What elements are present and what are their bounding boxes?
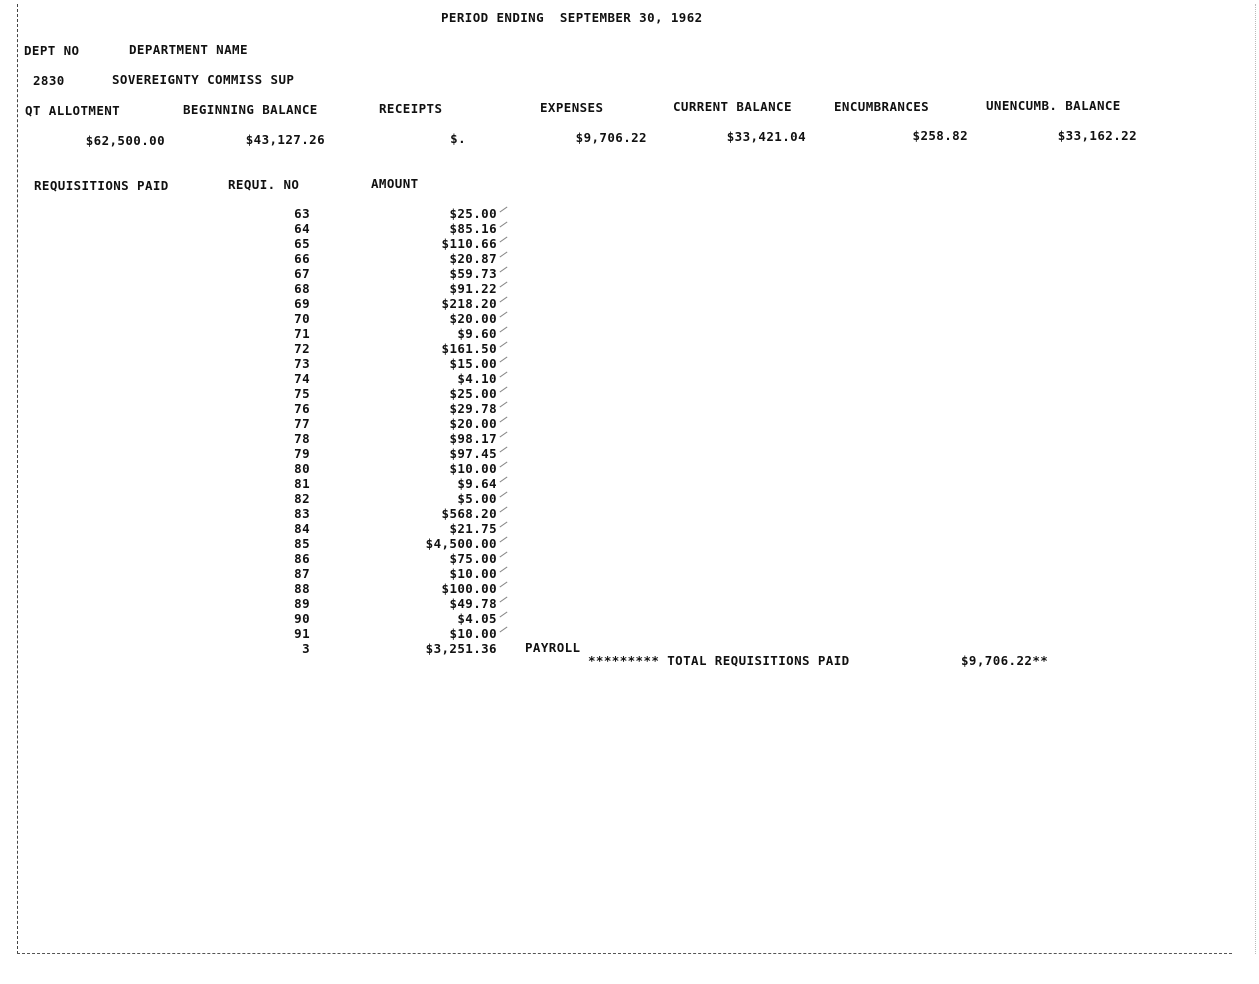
requisition-amount: $20.00 <box>449 311 497 326</box>
check-tick-mark <box>500 207 508 213</box>
check-tick-mark <box>500 537 508 543</box>
requisition-amount: $5.00 <box>457 491 497 506</box>
requisition-amount: $98.17 <box>449 431 497 446</box>
requisition-amount: $218.20 <box>441 296 497 311</box>
total-requisitions-label: ********* TOTAL REQUISITIONS PAID <box>588 653 850 668</box>
requisition-amount: $161.50 <box>441 341 497 356</box>
dept-no-label: DEPT NO <box>24 43 80 58</box>
value-allotment: $62,500.00 <box>85 133 165 148</box>
check-tick-mark <box>500 552 508 558</box>
requisition-number: 67 <box>294 266 310 281</box>
requisition-number: 72 <box>294 341 310 356</box>
requisition-number: 69 <box>294 296 310 311</box>
requisition-amount: $21.75 <box>449 521 497 536</box>
requisition-number: 83 <box>294 506 310 521</box>
requisition-amount: $20.87 <box>449 251 497 266</box>
requisition-amount: $15.00 <box>449 356 497 371</box>
value-receipts: $. <box>450 131 466 146</box>
check-tick-mark <box>500 237 508 243</box>
check-tick-mark <box>500 327 508 333</box>
requisition-number: 87 <box>294 566 310 581</box>
check-tick-mark <box>500 252 508 258</box>
header-current-balance: CURRENT BALANCE <box>673 99 792 114</box>
requisition-number: 80 <box>294 461 310 476</box>
value-expenses: $9,706.22 <box>575 130 647 145</box>
period-title: PERIOD ENDING SEPTEMBER 30, 1962 <box>441 10 703 25</box>
check-tick-mark <box>500 582 508 588</box>
requisition-number: 89 <box>294 596 310 611</box>
right-margin-rule <box>1255 4 1256 954</box>
check-tick-mark <box>500 432 508 438</box>
requisition-amount: $91.22 <box>449 281 497 296</box>
check-tick-mark <box>500 282 508 288</box>
requisition-amount: $4.05 <box>457 611 497 626</box>
header-allotment: QT ALLOTMENT <box>25 103 121 118</box>
requisition-amount: $9.64 <box>457 476 497 491</box>
header-receipts: RECEIPTS <box>379 101 443 116</box>
requisition-number: 81 <box>294 476 310 491</box>
requisition-amount: $568.20 <box>441 506 497 521</box>
requisition-number: 70 <box>294 311 310 326</box>
requisition-number: 77 <box>294 416 310 431</box>
requisition-amount: $25.00 <box>449 386 497 401</box>
header-unencumbered-balance: UNENCUMB. BALANCE <box>986 98 1121 113</box>
check-tick-mark <box>500 627 508 633</box>
requisition-amount: $10.00 <box>449 461 497 476</box>
requisition-amount: $3,251.36 <box>425 641 497 656</box>
check-tick-mark <box>500 312 508 318</box>
requisition-amount: $10.00 <box>449 626 497 641</box>
requisition-amount: $85.16 <box>449 221 497 236</box>
requisition-amount: $97.45 <box>449 446 497 461</box>
requisition-number: 84 <box>294 521 310 536</box>
requisition-amount: $110.66 <box>441 236 497 251</box>
dept-name-value: SOVEREIGNTY COMMISS SUP <box>112 72 295 87</box>
requisition-amount: $10.00 <box>449 566 497 581</box>
requisition-amount: $29.78 <box>449 401 497 416</box>
requisition-number: 82 <box>294 491 310 506</box>
header-encumbrances: ENCUMBRANCES <box>834 99 930 114</box>
requisition-number: 73 <box>294 356 310 371</box>
requisition-number: 3 <box>302 641 310 656</box>
requisition-number: 66 <box>294 251 310 266</box>
bottom-rule <box>17 953 1232 954</box>
dept-name-label: DEPARTMENT NAME <box>129 42 248 57</box>
requisition-number: 79 <box>294 446 310 461</box>
value-current-balance: $33,421.04 <box>726 129 806 144</box>
value-beginning-balance: $43,127.26 <box>245 132 325 147</box>
check-tick-mark <box>500 342 508 348</box>
check-tick-mark <box>500 372 508 378</box>
requisition-amount: $4,500.00 <box>425 536 497 551</box>
requisition-number: 65 <box>294 236 310 251</box>
value-encumbrances: $258.82 <box>912 128 968 143</box>
requisition-amount: $4.10 <box>457 371 497 386</box>
requisition-number: 63 <box>294 206 310 221</box>
requisition-note: PAYROLL <box>525 640 581 655</box>
requisition-number: 76 <box>294 401 310 416</box>
header-amount: AMOUNT <box>371 176 419 191</box>
requisition-amount: $49.78 <box>449 596 497 611</box>
check-tick-mark <box>500 522 508 528</box>
check-tick-mark <box>500 567 508 573</box>
total-requisitions-value: $9,706.22** <box>961 653 1049 668</box>
left-margin-rule <box>17 4 18 954</box>
check-tick-mark <box>500 297 508 303</box>
requisition-number: 91 <box>294 626 310 641</box>
requisition-number: 71 <box>294 326 310 341</box>
check-tick-mark <box>500 402 508 408</box>
requisition-amount: $20.00 <box>449 416 497 431</box>
check-tick-mark <box>500 507 508 513</box>
value-unencumbered-balance: $33,162.22 <box>1057 128 1137 143</box>
check-tick-mark <box>500 267 508 273</box>
requisition-number: 75 <box>294 386 310 401</box>
header-expenses: EXPENSES <box>540 100 604 115</box>
requisition-amount: $100.00 <box>441 581 497 596</box>
check-tick-mark <box>500 612 508 618</box>
requisition-number: 64 <box>294 221 310 236</box>
requisition-number: 74 <box>294 371 310 386</box>
header-beginning-balance: BEGINNING BALANCE <box>183 102 318 117</box>
check-tick-mark <box>500 357 508 363</box>
check-tick-mark <box>500 462 508 468</box>
check-tick-mark <box>500 477 508 483</box>
check-tick-mark <box>500 387 508 393</box>
check-tick-mark <box>500 447 508 453</box>
requisition-amount: $75.00 <box>449 551 497 566</box>
dept-no-value: 2830 <box>33 73 65 88</box>
requisition-number: 88 <box>294 581 310 596</box>
requisition-amount: $9.60 <box>457 326 497 341</box>
requisition-amount: $59.73 <box>449 266 497 281</box>
requisition-number: 86 <box>294 551 310 566</box>
requisition-number: 90 <box>294 611 310 626</box>
check-tick-mark <box>500 222 508 228</box>
check-tick-mark <box>500 417 508 423</box>
header-requisition-no: REQUI. NO <box>228 177 300 192</box>
requisition-number: 85 <box>294 536 310 551</box>
requisition-number: 78 <box>294 431 310 446</box>
requisition-amount: $25.00 <box>449 206 497 221</box>
header-requisitions-paid: REQUISITIONS PAID <box>34 178 169 193</box>
requisition-number: 68 <box>294 281 310 296</box>
check-tick-mark <box>500 492 508 498</box>
check-tick-mark <box>500 597 508 603</box>
